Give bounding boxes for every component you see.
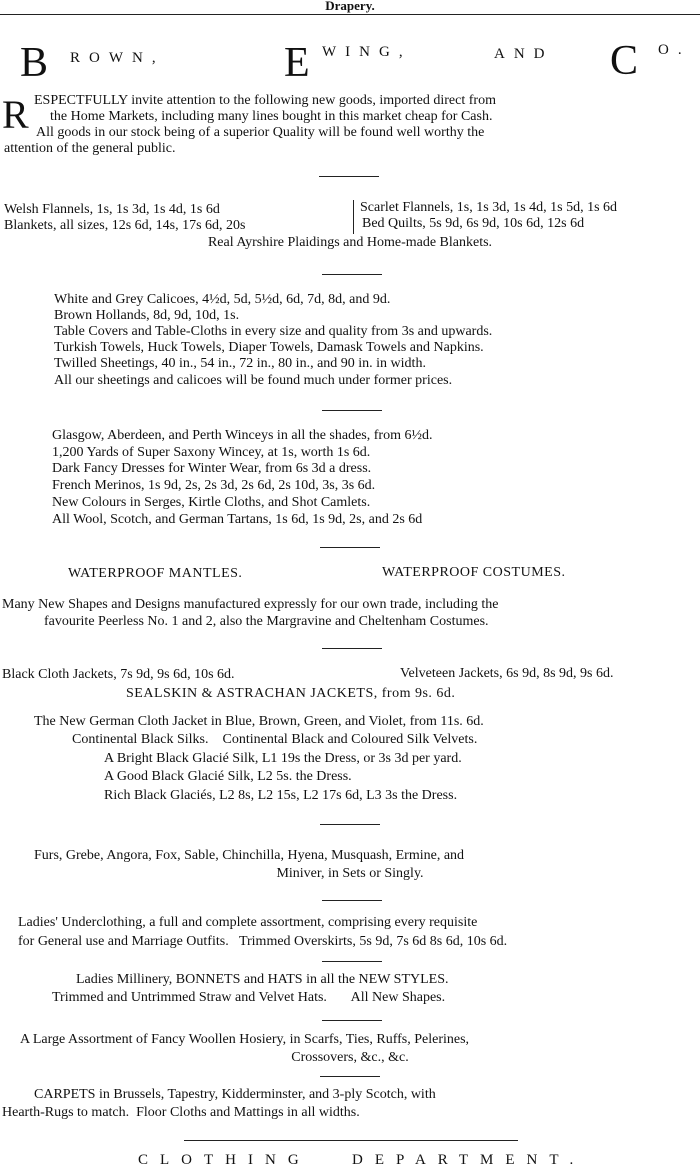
winceys-line-3: Dark Fancy Dresses for Winter Wear, from 6s 3d a dress. (52, 461, 372, 476)
waterproof-line-2: favourite Peerless No. 1 and 2, also the Margravine and Cheltenham Costumes. (44, 614, 489, 629)
divider (322, 1020, 382, 1021)
calicoes-line-3: Table Covers and Table-Cloths in every size and quality from 3s and upwards. (54, 324, 493, 339)
divider (322, 648, 382, 649)
calicoes-line-6: All our sheetings and calicoes will be found much under former prices. (54, 373, 453, 388)
millinery-line-2: Trimmed and Untrimmed Straw and Velvet Hats. All New Shapes. (52, 990, 446, 1005)
clothing-heading: CLOTHING (138, 1152, 311, 1168)
firm-initial-c: C (610, 38, 639, 84)
divider (320, 824, 380, 825)
jackets-bright: A Bright Black Glacié Silk, L1 19s the Dress, or 3s 3d per yard. (104, 751, 462, 766)
calicoes-line-5: Twilled Sheetings, 40 in., 54 in., 72 in., 80 in., and 90 in. in width. (54, 356, 426, 371)
hosiery-line-1: A Large Assortment of Fancy Woollen Hosiery, in Scarfs, Ties, Ruffs, Pelerines, (20, 1032, 470, 1047)
divider (322, 274, 382, 275)
winceys-line-2: 1,200 Yards of Super Saxony Wincey, at 1s, worth 1s 6d. (52, 445, 371, 460)
furs-line-2: Miniver, in Sets or Singly. (276, 866, 424, 881)
calicoes-line-4: Turkish Towels, Huck Towels, Diaper Towels, Damask Towels and Napkins. (54, 340, 484, 355)
carpets-line-1: CARPETS in Brussels, Tapestry, Kidderminster, and 3-ply Scotch, with (34, 1087, 436, 1102)
waterproof-costumes: WATERPROOF COSTUMES. (382, 565, 566, 580)
winceys-line-5: New Colours in Serges, Kirtle Cloths, and Shot Camlets. (52, 495, 371, 510)
section-divider-long (184, 1140, 518, 1141)
winceys-line-4: French Merinos, 1s 9d, 2s, 2s 3d, 2s 6d, 2s 10d, 3s, 3s 6d. (52, 478, 376, 493)
department-heading: DEPARTMENT. (352, 1152, 586, 1168)
firm-rest-c: O. (658, 42, 691, 58)
drop-cap: R (2, 92, 29, 137)
flannels-left-1: Welsh Flannels, 1s, 1s 3d, 1s 4d, 1s 6d (4, 202, 220, 217)
waterproof-mantles: WATERPROOF MANTLES. (68, 566, 243, 581)
hosiery-line-2: Crossovers, &c., &c. (291, 1050, 409, 1065)
intro-line-2: the Home Markets, including many lines bought in this market cheap for Cash. (50, 109, 493, 124)
carpets-line-2: Hearth-Rugs to match. Floor Cloths and Mattings in all widths. (2, 1105, 360, 1120)
winceys-line-6: All Wool, Scotch, and German Tartans, 1s 6d, 1s 9d, 2s, and 2s 6d (52, 512, 423, 527)
millinery-line-1: Ladies Millinery, BONNETS and HATS in all the NEW STYLES. (76, 972, 449, 987)
flannels-right-2: Bed Quilts, 5s 9d, 6s 9d, 10s 6d, 12s 6d (362, 216, 585, 231)
intro-line-3: All goods in our stock being of a superior Quality will be found well worthy the (36, 125, 485, 140)
section-title: Drapery. (325, 0, 375, 13)
intro-line-4: attention of the general public. (4, 141, 176, 156)
divider (320, 547, 380, 548)
divider (322, 410, 382, 411)
firm-initial-e: E (284, 40, 310, 86)
underclothing-line-2: for General use and Marriage Outfits. Trimmed Overskirts, 5s 9d, 7s 6d 8s 6d, 10s 6d. (18, 934, 508, 949)
firm-initial-b: B (20, 40, 49, 86)
flannels-center: Real Ayrshire Plaidings and Home-made Blankets. (207, 235, 493, 250)
divider (322, 900, 382, 901)
flannels-left-2: Blankets, all sizes, 12s 6d, 14s, 17s 6d, 20s (4, 218, 246, 233)
winceys-line-1: Glasgow, Aberdeen, and Perth Winceys in all the shades, from 6½d. (52, 428, 433, 443)
firm-and: AND (494, 46, 554, 62)
calicoes-line-2: Brown Hollands, 8d, 9d, 10d, 1s. (54, 308, 240, 323)
jackets-rich: Rich Black Glaciés, L2 8s, L2 15s, L2 17s 6d, L3 3s the Dress. (104, 788, 458, 803)
firm-rest-e: WING, (322, 44, 412, 60)
jackets-black-cloth: Black Cloth Jackets, 7s 9d, 9s 6d, 10s 6d. (2, 667, 235, 682)
jackets-german: The New German Cloth Jacket in Blue, Brown, Green, and Violet, from 11s. 6d. (34, 714, 484, 729)
intro-line-1: ESPECTFULLY invite attention to the following new goods, imported direct from (34, 93, 496, 108)
page-header (0, 0, 700, 15)
furs-line-1: Furs, Grebe, Angora, Fox, Sable, Chinchilla, Hyena, Musquash, Ermine, and (34, 848, 465, 863)
divider (319, 176, 379, 177)
jackets-sealskin: SEALSKIN & ASTRACHAN JACKETS, from 9s. 6d. (126, 686, 456, 701)
divider (320, 1076, 380, 1077)
firm-name (0, 38, 700, 86)
calicoes-line-1: White and Grey Calicoes, 4½d, 5d, 5½d, 6d, 7d, 8d, and 9d. (54, 292, 391, 307)
waterproof-line-1: Many New Shapes and Designs manufactured expressly for our own trade, including the (2, 597, 499, 612)
jackets-good: A Good Black Glacié Silk, L2 5s. the Dress. (104, 769, 352, 784)
flannels-right-1: Scarlet Flannels, 1s, 1s 3d, 1s 4d, 1s 5d, 1s 6d (360, 200, 618, 215)
jackets-velveteen: Velveteen Jackets, 6s 9d, 8s 9d, 9s 6d. (400, 666, 614, 681)
column-separator (353, 200, 354, 234)
jackets-silks: Continental Black Silks. Continental Black and Coloured Silk Velvets. (72, 732, 478, 747)
underclothing-line-1: Ladies' Underclothing, a full and complete assortment, comprising every requisite (18, 915, 478, 930)
divider (322, 961, 382, 962)
firm-rest-b: ROWN, (70, 50, 165, 66)
